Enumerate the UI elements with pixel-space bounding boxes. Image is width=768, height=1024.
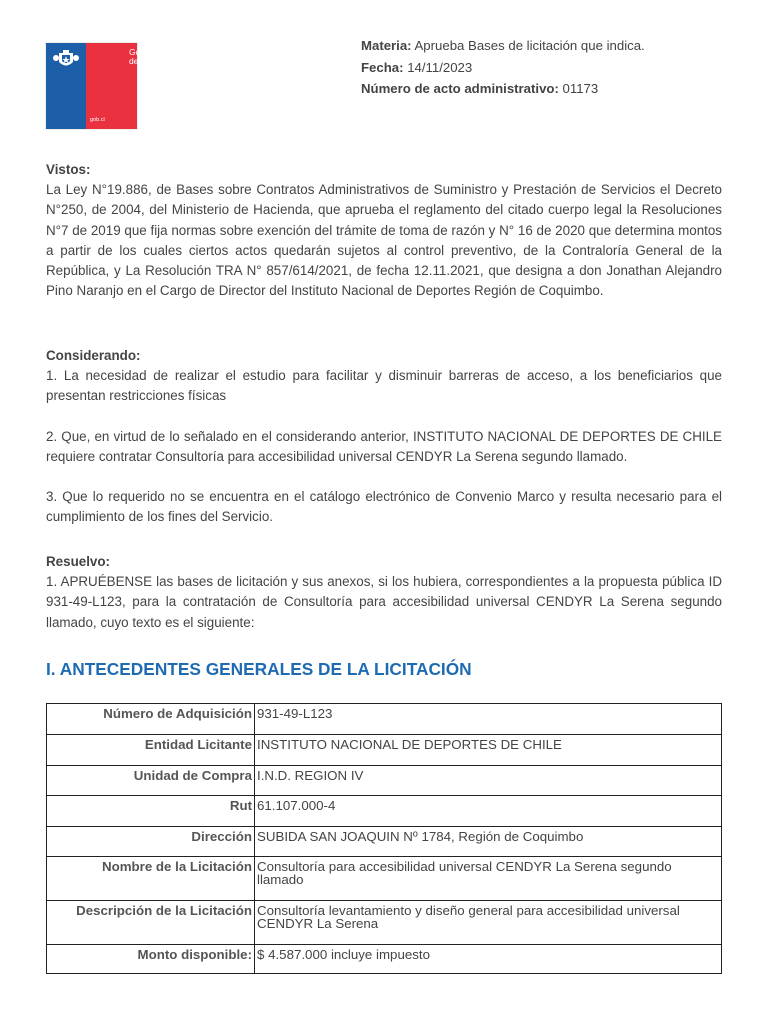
table-value: SUBIDA SAN JOAQUIN Nº 1784, Región de Coquimbo: [255, 827, 722, 857]
table-row: [47, 766, 722, 796]
table-value: Consultoría levantamiento y diseño general para accesibilidad universal CENDYR La Serena: [255, 901, 722, 945]
table-value: 931-49-L123: [255, 704, 722, 735]
fecha-row: Fecha: 14/11/2023: [361, 59, 473, 75]
table-key: Descripción de la Licitación: [47, 901, 255, 945]
considerando-section: [46, 346, 722, 527]
antecedentes-table: [46, 703, 722, 974]
table-key: Monto disponible:: [47, 945, 255, 974]
logo-brand-text: Gobierno de Chile: [129, 47, 164, 66]
table-row: [47, 735, 722, 766]
resuelvo-section: [46, 552, 722, 633]
coat-of-arms-icon: [51, 49, 81, 71]
table-row: [47, 945, 722, 974]
logo-url: gob.cl: [90, 117, 105, 123]
table-row: [47, 704, 722, 735]
document-metadata: [361, 37, 645, 102]
table-row: [47, 901, 722, 945]
resuelvo-body: 1. APRUÉBENSE las bases de licitación y sus anexos, si los hubiera, correspondientes a la propuesta pública ID 931-49-L123, para la contratación de Consultoría para accesibilidad universal CENDYR La Serena segundo llamado, cuyo texto es el siguiente:: [46, 574, 722, 630]
vistos-body: La Ley N°19.886, de Bases sobre Contratos Administrativos de Suministro y Prestación de Servicios el Decreto N°250, de 2004, del Ministerio de Hacienda, que aprueba el reglamento del citado cuerpo legal la Resoluciones N°7 de 2019 que fija normas sobre exención del trámite de toma de razón y N° 16 de 2020 que determina montos a partir de los cuales ciertos actos quedarán sujetos al control preventivo, de la Contraloría General de la República, y La Resolución TRA N° 857/614/2021, de fecha 12.11.2021, que designa a don Jonathan Alejandro Pino Naranjo en el Cargo de Director del Instituto Nacional de Deportes Región de Coquimbo.: [46, 182, 722, 299]
section-title: I. ANTECEDENTES GENERALES DE LA LICITACIÓN: [46, 659, 472, 679]
table-value: INSTITUTO NACIONAL DE DEPORTES DE CHILE: [255, 735, 722, 766]
table-key: Entidad Licitante: [47, 735, 255, 766]
table-key: Unidad de Compra: [47, 766, 255, 796]
vistos-section: [46, 160, 722, 301]
table-key: Dirección: [47, 827, 255, 857]
resuelvo-label: Resuelvo:: [46, 554, 110, 569]
table-key: Número de Adquisición: [47, 704, 255, 735]
table-value: 61.107.000-4: [255, 796, 722, 827]
gobierno-de-chile-logo: [46, 43, 164, 129]
table-key: Rut: [47, 796, 255, 827]
considerando-label: Considerando:: [46, 348, 141, 363]
considerando-item-2: 2. Que, en virtud de lo señalado en el considerando anterior, INSTITUTO NACIONAL DE DEPORTES DE CHILE requiere contratar Consultoría para accesibilidad universal CENDYR La Serena segundo llamado.: [46, 428, 722, 464]
table-row: [47, 796, 722, 827]
considerando-item-1: 1. La necesidad de realizar el estudio para facilitar y disminuir barreras de acceso, a los beneficiarios que presentan restricciones físicas: [46, 368, 722, 404]
table-row: [47, 857, 722, 901]
table-row: [47, 827, 722, 857]
acto-row: Número de acto administrativo: 01173: [361, 81, 599, 96]
vistos-label: Vistos:: [46, 162, 91, 177]
table-key: Nombre de la Licitación: [47, 857, 255, 901]
considerando-item-3: 3. Que lo requerido no se encuentra en el catálogo electrónico de Convenio Marco y resulta necesario para el cumplimiento de los fines del Servicio.: [46, 489, 722, 525]
table-value: I.N.D. REGION IV: [255, 766, 722, 796]
materia-row: Materia: Aprueba Bases de licitación que indica.: [361, 38, 645, 53]
table-value: $ 4.587.000 incluye impuesto: [255, 945, 722, 974]
table-value: Consultoría para accesibilidad universal CENDYR La Serena segundo llamado: [255, 857, 722, 901]
